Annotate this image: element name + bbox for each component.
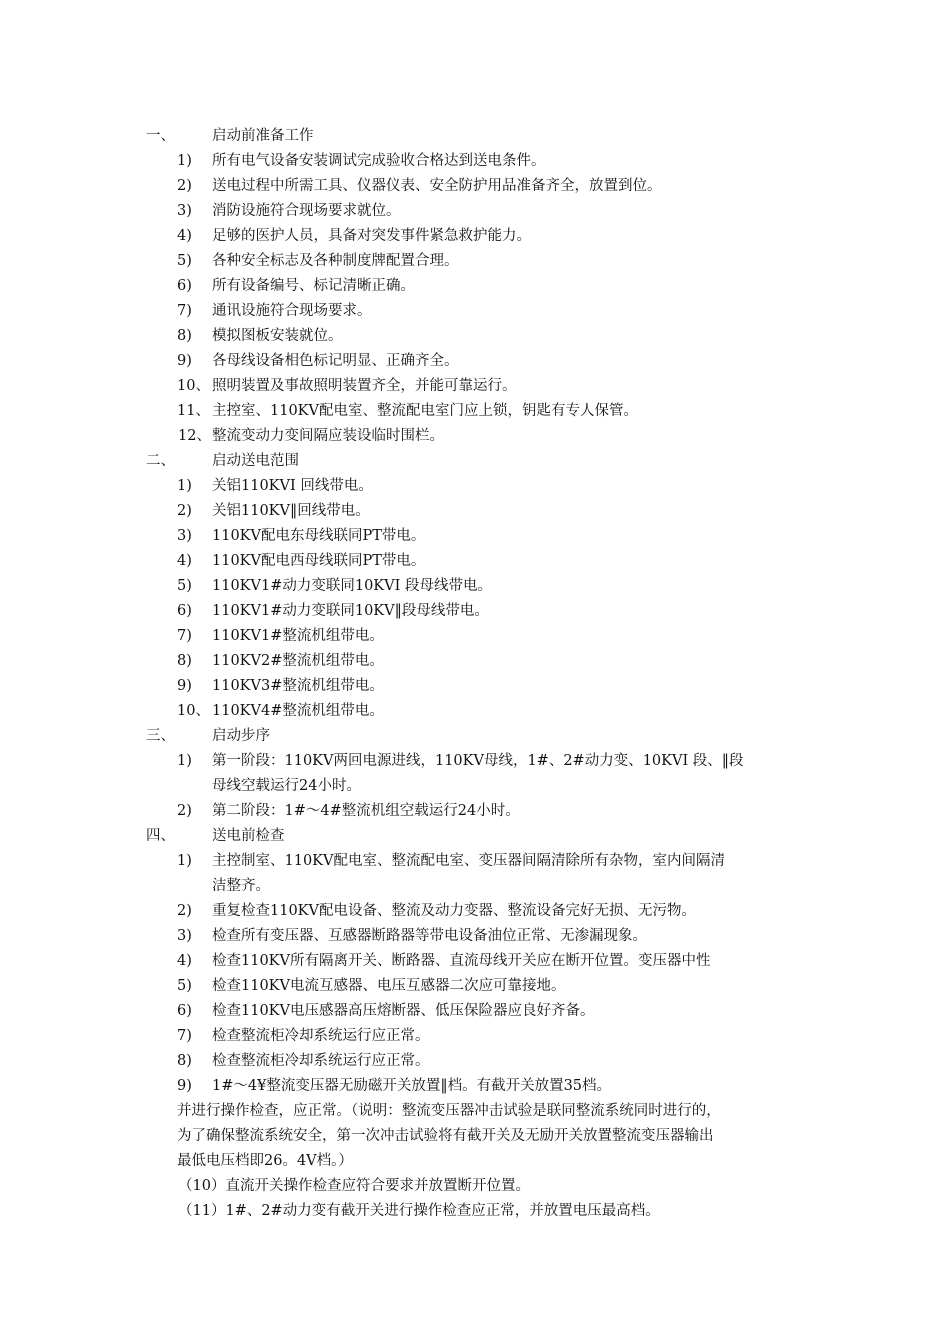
item-number: 8): [177, 328, 192, 344]
item-text: 主控制室、110KV配电室、整流配电室、变压器间隔清除所有杂物，室内间隔清: [212, 853, 725, 869]
item-number: 9): [177, 1078, 192, 1094]
item-text: 所有电气设备安装调试完成验收合格达到送电条件。: [212, 153, 546, 169]
item-text: 第二阶段：1#～4#整流机组空载运行24小时。: [212, 803, 520, 819]
item-text: 第一阶段：110KV两回电源进线，110KV母线，1#、2#动力变、10KVⅠ 段、‖段: [212, 753, 744, 769]
item-number: 4): [177, 228, 192, 244]
item-text: 重复检查110KV配电设备、整流及动力变器、整流设备完好无损、无污物。: [212, 903, 696, 919]
paragraph-text: 并进行操作检查，应正常。（说明：整流变压器冲击试验是联同整流系统同时进行的，: [177, 1103, 721, 1119]
item-text: 检查整流柜冷却系统运行应正常。: [212, 1053, 430, 1069]
item-text: 110KV1#动力变联同10KV‖段母线带电。: [212, 603, 489, 619]
item-number: 1): [177, 478, 192, 494]
item-number: 2): [177, 503, 192, 519]
item-number: 10、: [177, 703, 210, 719]
item-text: 110KV1#整流机组带电。: [212, 628, 384, 644]
item-text-continuation: 洁整齐。: [212, 878, 270, 894]
item-text: 110KV配电西母线联同PT带电。: [212, 553, 426, 569]
item-text: 检查所有变压器、互感器断路器等带电设备油位正常、无渗漏现象。: [212, 928, 647, 944]
item-number: 1): [177, 753, 192, 769]
item-number: 9): [177, 678, 192, 694]
item-text: 1#～4¥整流变压器无励磁开关放置‖档。有截开关放置35档。: [212, 1078, 612, 1094]
section-title: 启动步序: [212, 728, 270, 744]
item-text: 检查110KV电压感器高压熔断器、低压保险器应良好齐备。: [212, 1003, 595, 1019]
section-title: 启动前准备工作: [212, 128, 314, 144]
item-text: 送电过程中所需工具、仪器仪表、安全防护用品准备齐全，放置到位。: [212, 178, 662, 194]
item-text: 110KV2#整流机组带电。: [212, 653, 384, 669]
item-number: 6): [177, 603, 192, 619]
item-number: 9): [177, 353, 192, 369]
item-text: 模拟图板安装就位。: [212, 328, 343, 344]
item-number: 3): [177, 928, 192, 944]
item-text: 足够的医护人员，具备对突发事件紧急救护能力。: [212, 228, 531, 244]
item-text: 整流变动力变间隔应装设临时围栏。: [212, 428, 444, 444]
item-text: 关铝110KV‖回线带电。: [212, 503, 370, 519]
item-number: 5): [177, 578, 192, 594]
section-number: 四、: [146, 828, 175, 844]
item-text: 110KV配电东母线联同PT带电。: [212, 528, 426, 544]
paragraph-text: 最低电压档即26。4V档。）: [177, 1153, 353, 1169]
item-number: 7): [177, 303, 192, 319]
item-number: 2): [177, 178, 192, 194]
item-text: 检查110KV电流互感器、电压互感器二次应可靠接地。: [212, 978, 566, 994]
section-title: 送电前检查: [212, 828, 285, 844]
item-text: 110KV1#动力变联同10KVⅠ 段母线带电。: [212, 578, 492, 594]
item-text: 主控室、110KV配电室、整流配电室门应上锁，钥匙有专人保管。: [212, 403, 638, 419]
item-number: 12、: [178, 428, 211, 444]
item-text-continuation: 母线空载运行24小时。: [212, 778, 361, 794]
item-number: 8): [177, 653, 192, 669]
item-text: 各种安全标志及各种制度牌配置合理。: [212, 253, 459, 269]
section-title: 启动送电范围: [212, 453, 299, 469]
item-number: 4): [177, 953, 192, 969]
item-number: 3): [177, 203, 192, 219]
section-number: 二、: [146, 453, 175, 469]
item-number: 8): [177, 1053, 192, 1069]
item-text: 检查整流柜冷却系统运行应正常。: [212, 1028, 430, 1044]
paragraph-text: 为了确保整流系统安全，第一次冲击试验将有截开关及无励开关放置整流变压器输出: [177, 1128, 714, 1144]
item-number: 6): [177, 1003, 192, 1019]
item-number: 1): [177, 853, 192, 869]
item-text: 所有设备编号、标记清晰正确。: [212, 278, 415, 294]
item-number: 7): [177, 628, 192, 644]
item-text: 110KV3#整流机组带电。: [212, 678, 384, 694]
item-text: 关铝110KVⅠ 回线带电。: [212, 478, 373, 494]
section-number: 三、: [146, 728, 175, 744]
item-number: 5): [177, 253, 192, 269]
item-number: 4): [177, 553, 192, 569]
section-number: 一、: [146, 128, 175, 144]
item-number: 5): [177, 978, 192, 994]
item-text: 110KV4#整流机组带电。: [212, 703, 384, 719]
item-number: 2): [177, 903, 192, 919]
item-number: 11、: [177, 403, 210, 419]
item-number: 3): [177, 528, 192, 544]
item-number: 2): [177, 803, 192, 819]
item-number: 1): [177, 153, 192, 169]
item-text: 通讯设施符合现场要求。: [212, 303, 372, 319]
item-number: 10、: [177, 378, 210, 394]
item-number: 7): [177, 1028, 192, 1044]
item-text: 照明装置及事故照明装置齐全，并能可靠运行。: [212, 378, 517, 394]
item-text: （10）直流开关操作检查应符合要求并放置断开位置。: [178, 1178, 530, 1194]
item-text: 消防设施符合现场要求就位。: [212, 203, 401, 219]
item-text: 各母线设备相色标记明显、正确齐全。: [212, 353, 459, 369]
item-text: 检查110KV所有隔离开关、断路器、直流母线开关应在断开位置。变压器中性: [212, 953, 711, 969]
item-number: 6): [177, 278, 192, 294]
item-text: （11）1#、2#动力变有截开关进行操作检查应正常，并放置电压最高档。: [178, 1203, 660, 1219]
